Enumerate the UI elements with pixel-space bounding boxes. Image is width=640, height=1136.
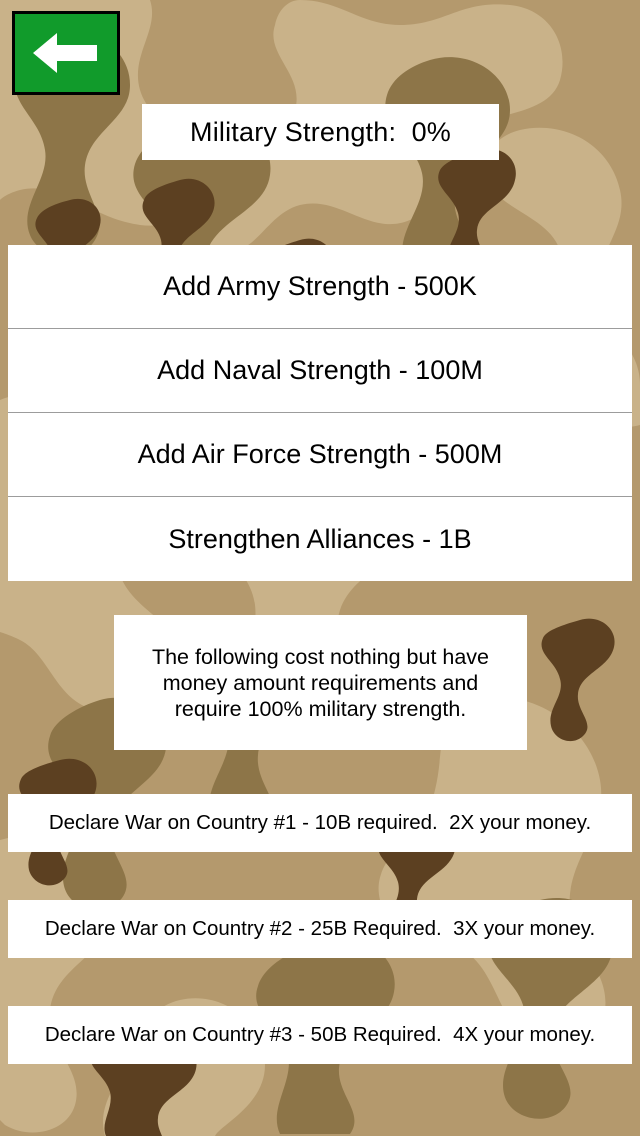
back-button[interactable] <box>12 11 120 95</box>
add-naval-strength-button[interactable] <box>8 329 632 413</box>
declare-war-country-2-button[interactable] <box>8 900 632 958</box>
requirements-info-panel <box>114 615 527 750</box>
requirements-info-line-3: require 100% military strength. <box>174 696 467 721</box>
left-arrow-icon <box>31 30 101 76</box>
strengthen-alliances-label: Strengthen Alliances - 1B <box>168 523 472 554</box>
requirements-info-line-1: The following cost nothing but have <box>151 644 490 669</box>
declare-war-country-1-button[interactable] <box>8 794 632 852</box>
declare-war-country-3-button[interactable] <box>8 1006 632 1064</box>
declare-war-country-1-label: Declare War on Country #1 - 10B required. 2X your money. <box>48 811 592 834</box>
declare-war-country-3-label: Declare War on Country #3 - 50B Required. 4X your money. <box>44 1023 596 1046</box>
add-army-strength-button[interactable] <box>8 245 632 329</box>
add-air-force-strength-button[interactable] <box>8 413 632 497</box>
military-strength-label: Military Strength: 0% <box>190 116 451 147</box>
upgrade-list <box>8 245 632 581</box>
requirements-info-line-2: money amount requirements and <box>162 670 479 695</box>
add-army-strength-label: Add Army Strength - 500K <box>163 271 477 301</box>
declare-war-country-2-label: Declare War on Country #2 - 25B Required. 3X your money. <box>44 917 596 940</box>
strengthen-alliances-button[interactable] <box>8 497 632 581</box>
add-air-force-strength-label: Add Air Force Strength - 500M <box>137 439 503 469</box>
add-naval-strength-label: Add Naval Strength - 100M <box>157 355 483 385</box>
requirements-info-text <box>152 644 489 722</box>
military-strength-panel <box>142 104 499 160</box>
